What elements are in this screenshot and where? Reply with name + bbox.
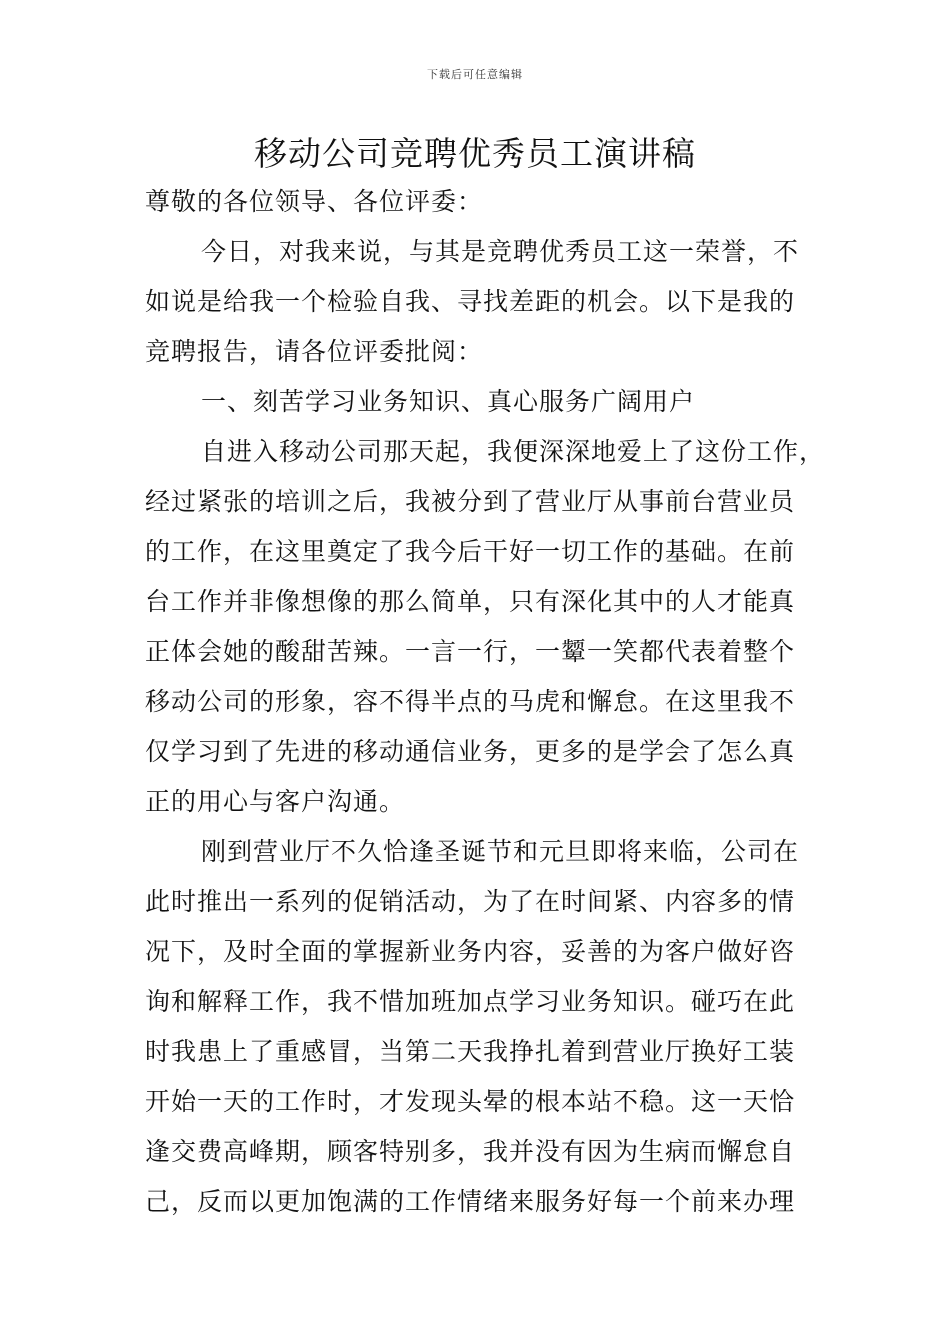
paragraph-line: 如说是给我一个检验自我、寻找差距的机会。以下是我的	[145, 287, 796, 316]
paragraph-line: 自进入移动公司那天起，我便深深地爱上了这份工作，	[201, 437, 826, 466]
document-title: 移动公司竞聘优秀员工演讲稿	[254, 134, 696, 173]
paragraph-line: 逢交费高峰期，顾客特别多，我并没有因为生病而懈怠自	[145, 1137, 796, 1166]
paragraph-line: 移动公司的形象，容不得半点的马虎和懈怠。在这里我不	[145, 687, 796, 716]
paragraph-line: 台工作并非像想像的那么简单，只有深化其中的人才能真	[145, 587, 796, 616]
paragraph-line: 的工作，在这里奠定了我今后干好一切工作的基础。在前	[145, 537, 796, 566]
paragraph-line: 经过紧张的培训之后，我被分到了营业厅从事前台营业员	[145, 487, 796, 516]
section-heading: 一、刻苦学习业务知识、真心服务广阔用户	[201, 387, 696, 416]
paragraph-line: 开始一天的工作时，才发现头晕的根本站不稳。这一天恰	[145, 1087, 796, 1116]
paragraph-line: 竞聘报告，请各位评委批阅：	[145, 337, 484, 366]
paragraph-line: 正体会她的酸甜苦辣。一言一行，一颦一笑都代表着整个	[145, 637, 796, 666]
header-note: 下载后可任意编辑	[427, 68, 523, 81]
paragraph-line: 此时推出一系列的促销活动，为了在时间紧、内容多的情	[145, 887, 796, 916]
paragraph-line: 况下，及时全面的掌握新业务内容，妥善的为客户做好咨	[145, 937, 796, 966]
document-body	[145, 177, 826, 1227]
paragraph-line: 仅学习到了先进的移动通信业务，更多的是学会了怎么真	[145, 737, 796, 766]
paragraph-line: 正的用心与客户沟通。	[145, 787, 406, 816]
salutation-line: 尊敬的各位领导、各位评委：	[145, 187, 484, 216]
paragraph-line: 己，反而以更加饱满的工作情绪来服务好每一个前来办理	[145, 1187, 796, 1216]
paragraph-line: 今日，对我来说，与其是竞聘优秀员工这一荣誉，不	[201, 237, 800, 266]
paragraph-line: 询和解释工作，我不惜加班加点学习业务知识。碰巧在此	[145, 987, 796, 1016]
paragraph-line: 时我患上了重感冒，当第二天我挣扎着到营业厅换好工装	[145, 1037, 796, 1066]
paragraph-line: 刚到营业厅不久恰逢圣诞节和元旦即将来临，公司在	[201, 837, 800, 866]
